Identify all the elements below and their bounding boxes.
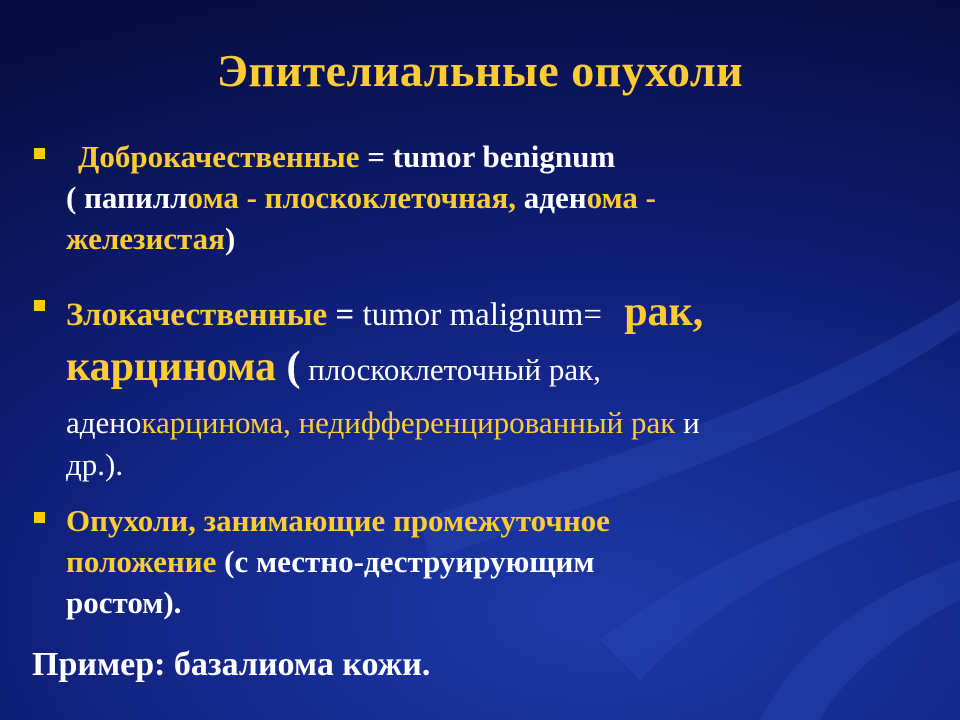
papilloma-prefix: ( папилл — [66, 180, 188, 215]
squamous-cancer: плоскоклеточный рак, — [300, 352, 601, 387]
bullet-icon — [34, 300, 45, 311]
growth-term: ростом). — [66, 585, 182, 620]
malignant-term: Злокачественные — [66, 297, 328, 333]
list-item-intermediate — [66, 500, 946, 623]
adenoma-prefix: аден — [516, 180, 587, 215]
equals-sign: = — [327, 297, 363, 333]
position-term: положение — [66, 544, 217, 579]
open-paren: ( — [276, 344, 301, 390]
etc-text: др.). — [66, 447, 124, 482]
close-paren: ) — [224, 221, 236, 256]
adeno-prefix: адено — [66, 405, 142, 440]
slide-title: Эпителиальные опухоли — [216, 45, 744, 96]
destructive-growth: (с местно-деструирующим — [216, 544, 595, 579]
glandular-term: железистая — [66, 221, 225, 256]
list-item-benign — [66, 136, 946, 259]
papilloma-suffix: ома - плоскоклеточная, — [187, 180, 517, 215]
adenoma-suffix: ома - — [586, 180, 656, 215]
carcinoma-term: карцинома — [66, 344, 277, 390]
bullet-icon — [34, 512, 45, 523]
example-text: Пример: базалиома кожи. — [32, 646, 431, 683]
and-word: и — [675, 405, 700, 440]
benign-term: Доброкачественные — [78, 139, 360, 174]
cancer-term: рак, — [624, 289, 704, 335]
benign-latin: = tumor benignum — [359, 139, 616, 174]
intermediate-term: Опухоли, занимающие промежуточное — [66, 503, 610, 538]
malignant-latin: tumor malignum= — [362, 297, 602, 333]
bullet-icon — [34, 148, 45, 159]
carcinoma-list: карцинома, недифференцированный рак — [141, 405, 676, 440]
list-item-malignant — [66, 286, 946, 486]
